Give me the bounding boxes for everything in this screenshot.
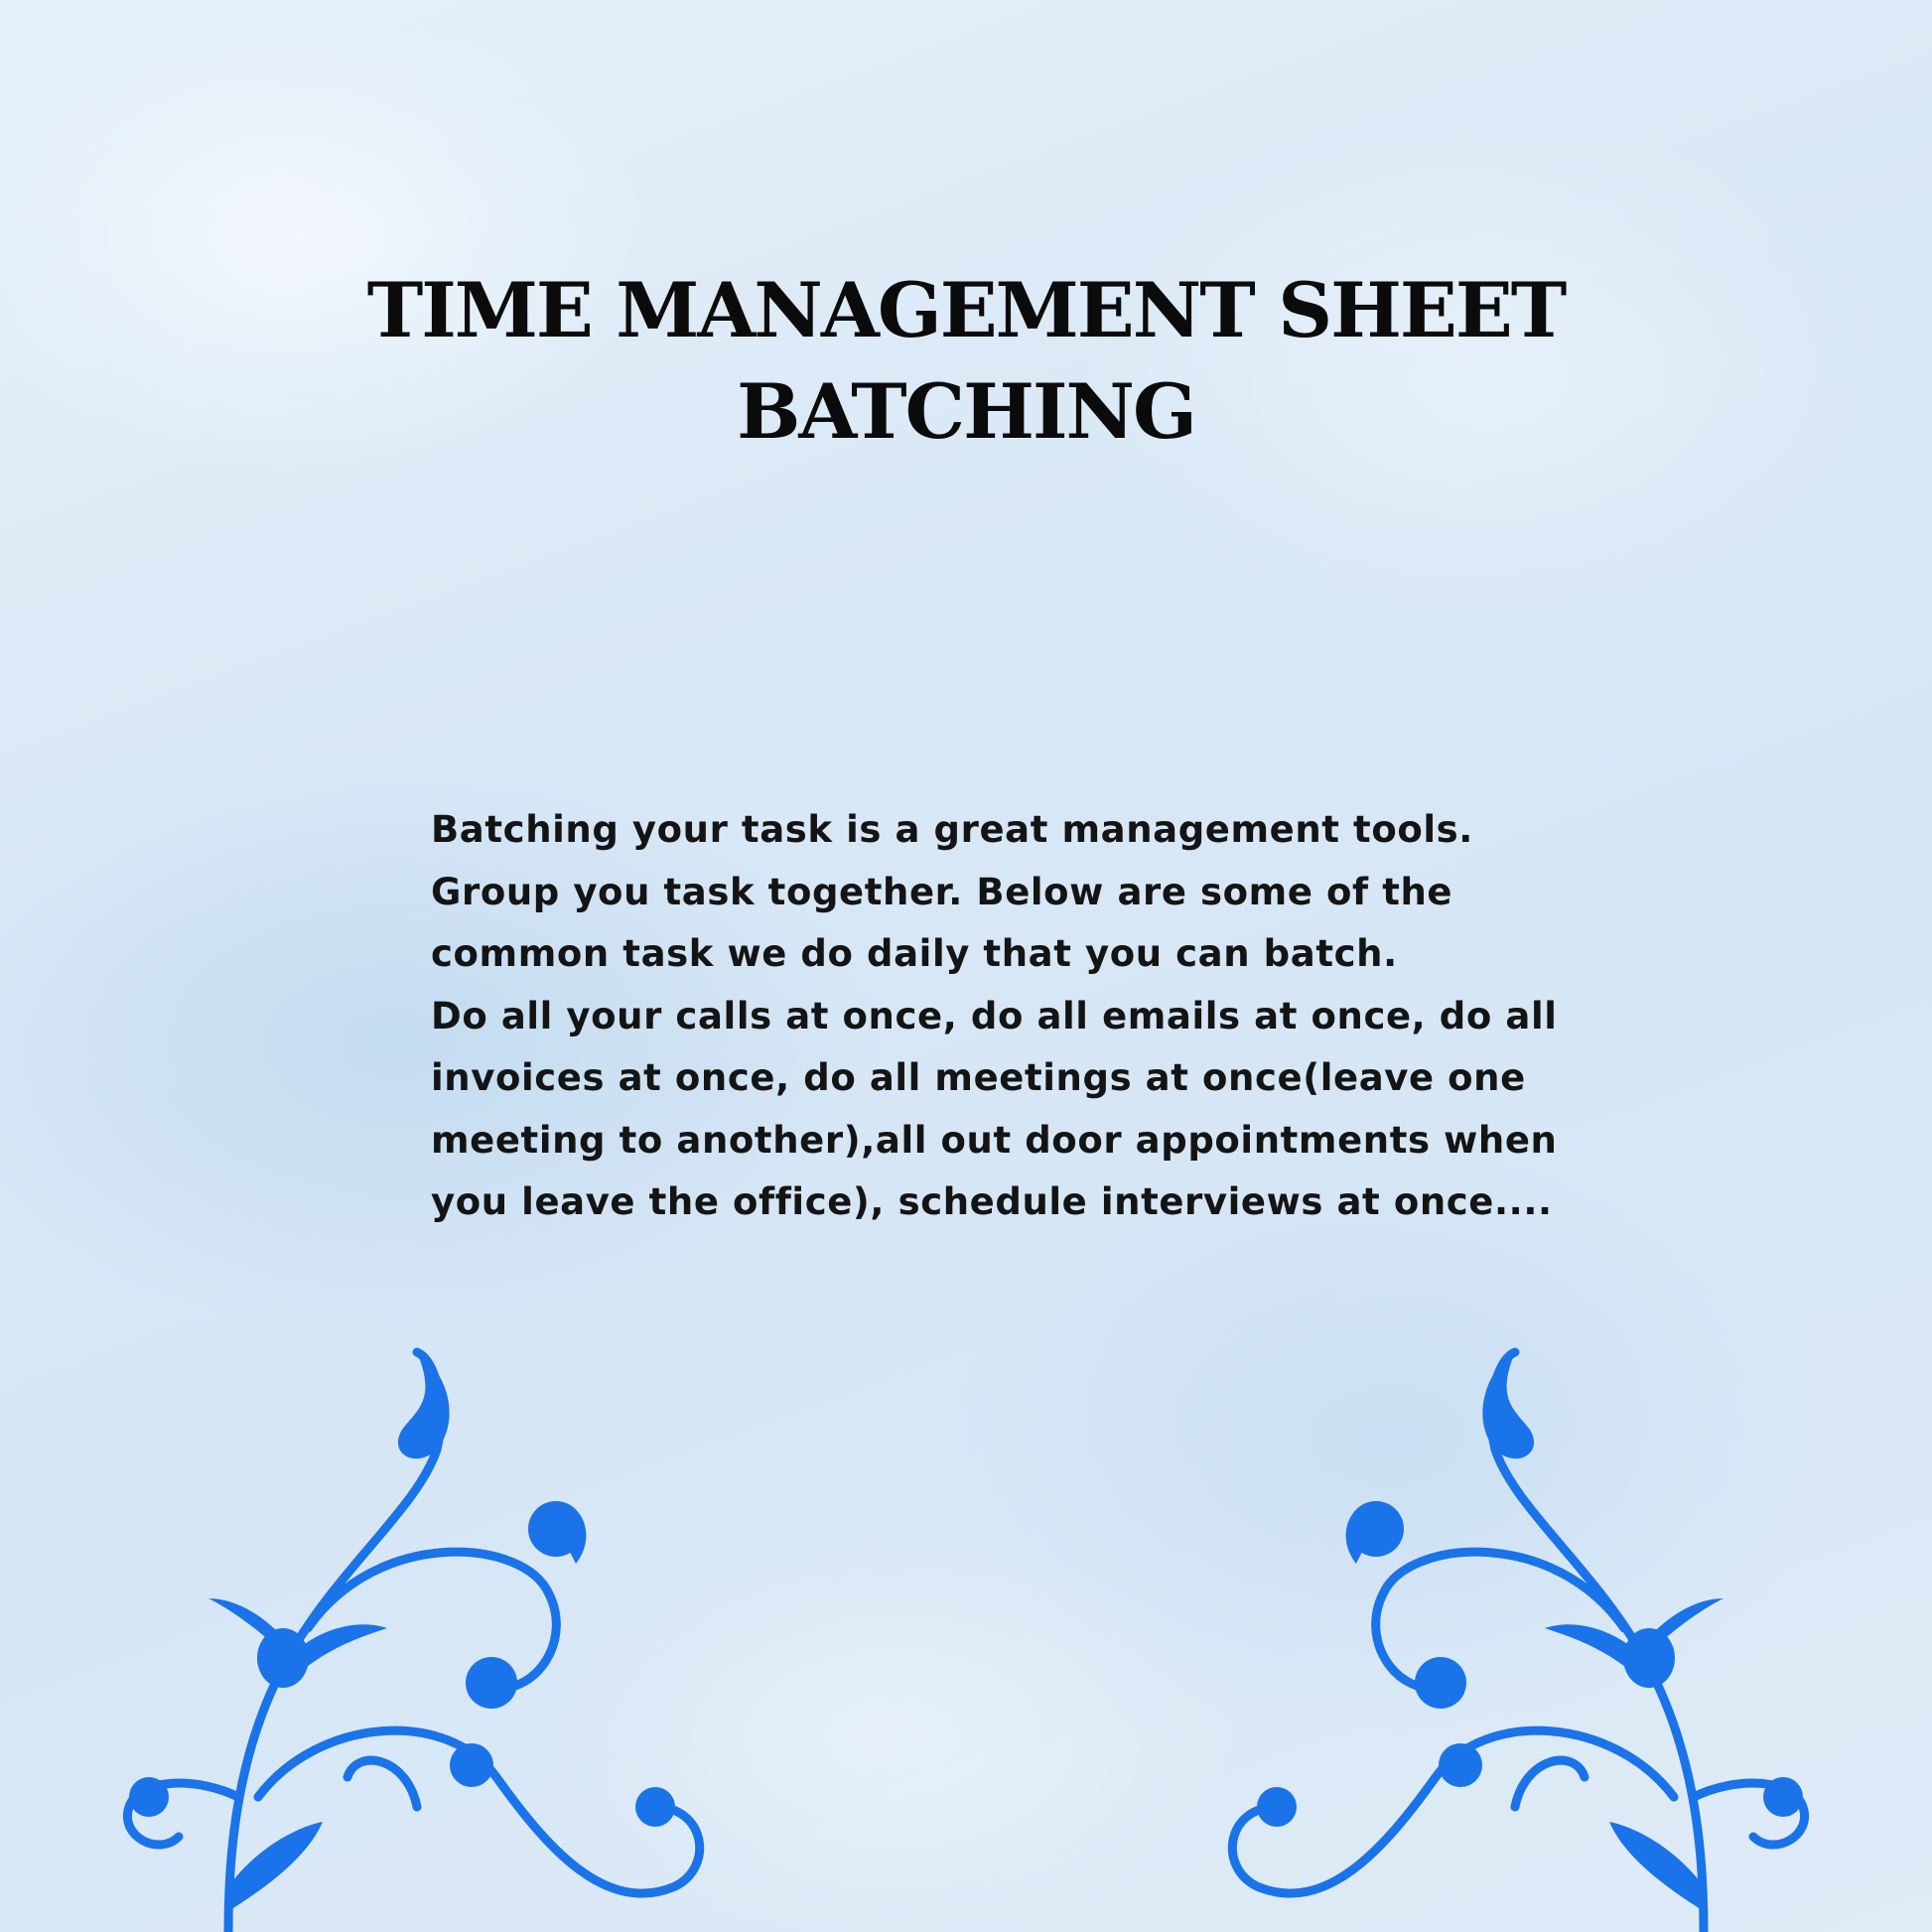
page-title-line-1: TIME MANAGEMENT SHEET [366, 266, 1566, 354]
body-paragraph-2: Do all your calls at once, do all emails at once, do all invoices at once, do all meetings at once(leave one meeting to another),all out door appointments when you leave the office), schedule interviews at once.... [431, 994, 1558, 1223]
right-flourish-icon [1197, 1330, 1813, 1932]
left-flourish-icon [119, 1330, 735, 1932]
page-title-line-2: BATCHING [737, 367, 1195, 456]
body-text [431, 799, 1602, 1234]
body-paragraph-1: Batching your task is a great management tools. Group you task together. Below are some of the common task we do daily that you can batch. [431, 808, 1473, 975]
